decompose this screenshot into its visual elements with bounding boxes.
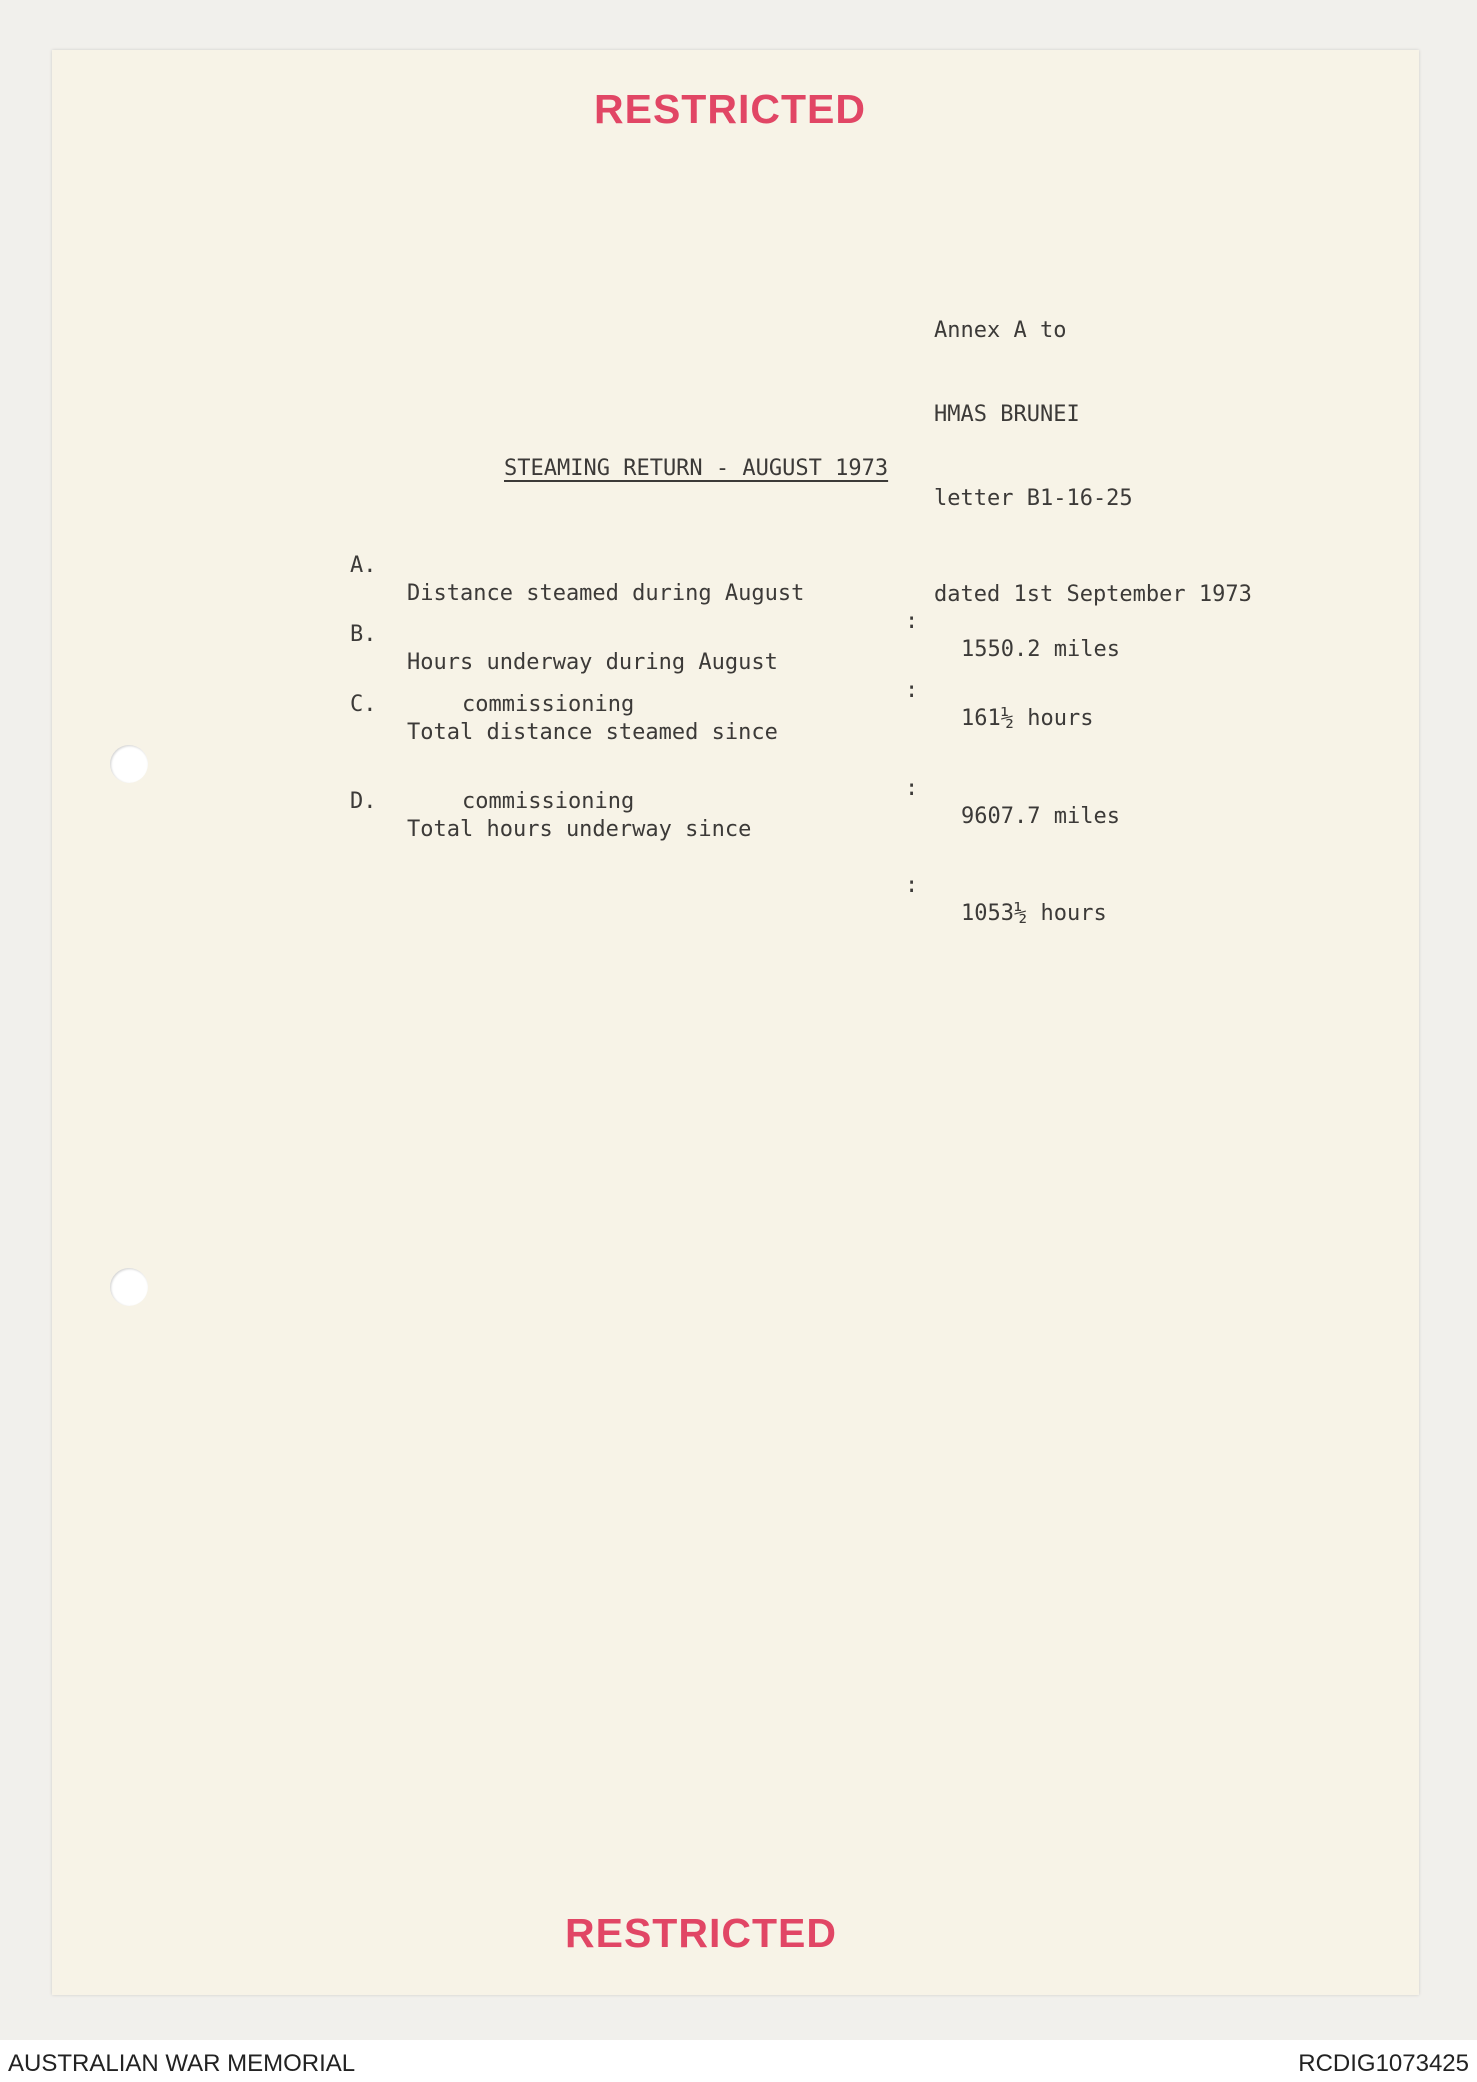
item-letter: C. <box>350 692 377 717</box>
restricted-stamp-bottom: RESTRICTED <box>565 1910 837 1956</box>
letter-reference: letter B1-16-25 <box>934 486 1133 511</box>
item-description: Total distance steamed since <box>407 720 778 745</box>
archive-credit: AUSTRALIAN WAR MEMORIAL <box>8 2050 356 2077</box>
item-colon: : <box>905 873 919 898</box>
item-letter: B. <box>350 622 377 647</box>
item-colon: : <box>905 678 919 703</box>
item-description: Hours underway during August <box>407 650 778 675</box>
ship-name: HMAS BRUNEI <box>934 402 1080 427</box>
item-letter: D. <box>350 789 377 814</box>
list-item <box>52 760 1419 956</box>
item-description-continued: commissioning <box>462 789 635 814</box>
item-value: 1053½ hours <box>961 901 1107 926</box>
document-page <box>52 50 1419 1995</box>
document-heading: STEAMING RETURN - AUGUST 1973 <box>504 456 889 481</box>
letter-date: dated 1st September 1973 <box>934 582 1252 607</box>
item-description: Total hours underway since <box>407 817 752 842</box>
archive-record-id: RCDIG1073425 <box>1298 2050 1469 2077</box>
restricted-stamp-top: RESTRICTED <box>594 86 866 132</box>
item-value: 1550.2 miles <box>961 637 1120 662</box>
item-letter: A. <box>350 553 377 578</box>
item-description: Distance steamed during August <box>407 581 805 606</box>
item-value: 9607.7 miles <box>961 804 1120 829</box>
item-value: 161½ hours <box>961 706 1094 731</box>
item-description-continued: commissioning <box>462 692 635 717</box>
item-colon: : <box>905 776 919 801</box>
item-colon: : <box>905 609 919 634</box>
annex-line: Annex A to <box>934 318 1067 343</box>
punch-hole-lower <box>110 1268 148 1306</box>
